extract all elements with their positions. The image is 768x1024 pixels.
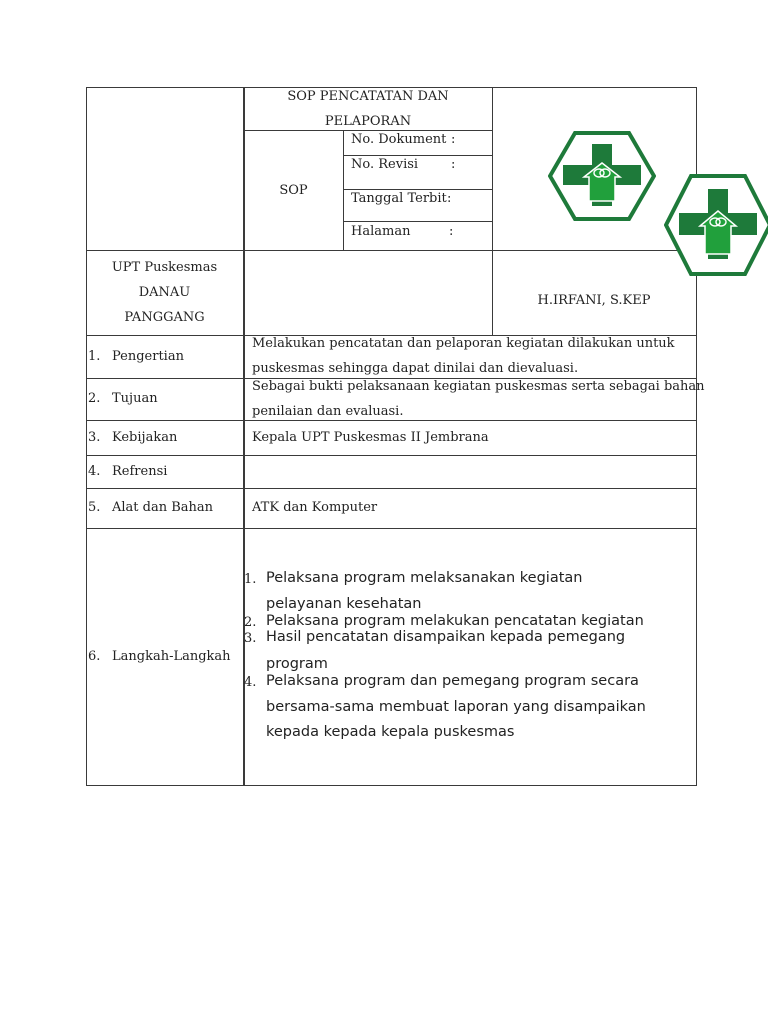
row-label-pengertian: Pengertian	[112, 349, 184, 364]
step-text-4-line-3: kepada kepada kepala puskesmas	[266, 724, 515, 740]
field-sep-tanggal: :	[447, 191, 452, 206]
step-number: 1.	[244, 572, 257, 587]
row-line-3	[86, 455, 697, 456]
border-left	[86, 87, 87, 786]
step-text-2-line-1: Pelaksana program melakukan pencatatan kegiatan	[266, 613, 644, 629]
field-label-dokument: No. Dokument	[351, 132, 447, 147]
row-number: 1.	[88, 349, 101, 364]
row-line-4	[86, 488, 697, 489]
field-sep-halaman: :	[449, 224, 454, 239]
step-text-1-line-2: pelayanan kesehatan	[266, 596, 422, 612]
step-text-4-line-1: Pelaksana program dan pemegang program secara	[266, 673, 639, 689]
org-line-2: DANAU	[138, 285, 191, 300]
row-label-refrensi: Refrensi	[112, 464, 168, 479]
row-content-tujuan-1: Sebagai bukti pelaksanaan kegiatan puskesmas serta sebagai bahan	[252, 379, 705, 394]
sop-label: SOP	[279, 183, 308, 198]
row-content-kebijakan: Kepala UPT Puskesmas II Jembrana	[252, 430, 489, 445]
step-number: 2.	[244, 615, 257, 630]
row-label-alat-dan-bahan: Alat dan Bahan	[112, 500, 214, 515]
row-number: 3.	[88, 430, 101, 445]
row-label-langkah-langkah: Langkah-Langkah	[112, 649, 231, 664]
puskesmas-logo-icon	[664, 174, 768, 276]
field-line-2	[343, 189, 492, 190]
row-number: 2.	[88, 391, 101, 406]
row-content-pengertian-2: puskesmas sehingga dapat dinilai dan dievaluasi.	[252, 361, 579, 376]
row-line-header	[86, 250, 697, 251]
field-line-1	[343, 155, 492, 156]
field-label-revisi: No. Revisi	[351, 157, 419, 172]
row-number: 6.	[88, 649, 101, 664]
border-bottom	[86, 785, 697, 786]
title-bottom-line	[244, 130, 492, 131]
step-text-3-line-1: Hasil pencatatan disampaikan kepada pemegang	[266, 629, 626, 645]
row-number: 4.	[88, 464, 101, 479]
step-number: 3.	[244, 631, 257, 646]
step-number: 4.	[244, 675, 257, 690]
step-text-1-line-1: Pelaksana program melaksanakan kegiatan	[266, 570, 583, 586]
row-label-kebijakan: Kebijakan	[112, 430, 178, 445]
field-sep-dokument: :	[451, 132, 456, 147]
step-text-4-line-2: bersama-sama membuat laporan yang disampaikan	[266, 699, 646, 715]
border-top	[86, 87, 697, 88]
row-line-2	[86, 420, 697, 421]
title-line-1: SOP PENCATATAN DAN	[287, 89, 449, 104]
puskesmas-logo-icon	[548, 131, 656, 221]
step-text-3-line-2: program	[266, 656, 328, 672]
field-label-halaman: Halaman	[351, 224, 411, 239]
row-content-pengertian-1: Melakukan pencatatan dan pelaporan kegiatan dilakukan untuk	[252, 336, 675, 351]
org-line-3: PANGGANG	[124, 310, 205, 325]
row-label-tujuan: Tujuan	[112, 391, 158, 406]
fields-divider	[343, 130, 344, 250]
field-sep-revisi: :	[451, 157, 456, 172]
org-line-1: UPT Puskesmas	[111, 260, 218, 275]
field-label-tanggal: Tanggal Terbit	[351, 191, 447, 206]
row-content-tujuan-2: penilaian dan evaluasi.	[252, 404, 404, 419]
title-line-2: PELAPORAN	[324, 114, 412, 129]
row-number: 5.	[88, 500, 101, 515]
row-line-5	[86, 528, 697, 529]
row-content-alat-dan-bahan: ATK dan Komputer	[252, 500, 378, 515]
signer-name: H.IRFANI, S.KEP	[537, 293, 651, 308]
field-line-3	[343, 221, 492, 222]
